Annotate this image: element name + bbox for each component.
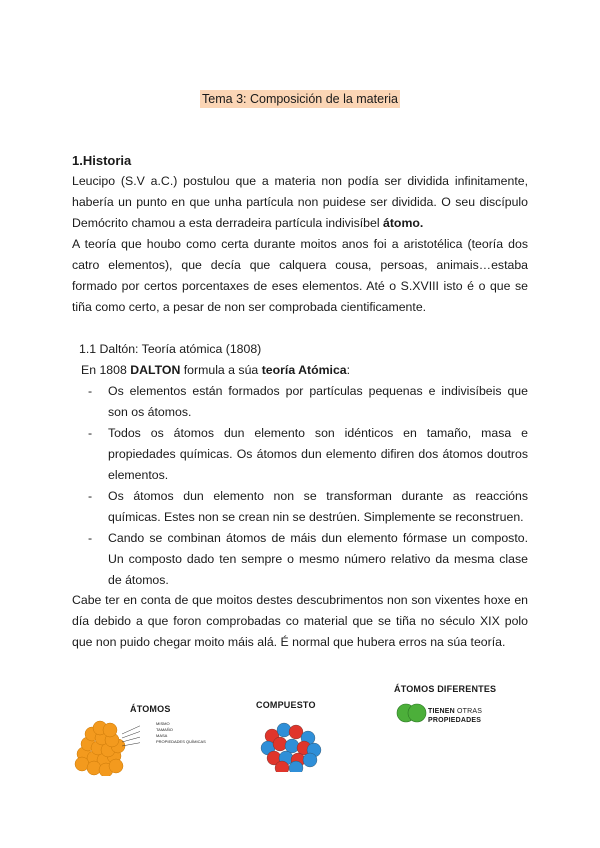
page-title: Tema 3: Composición de la materia	[202, 92, 398, 106]
atoms-annotation: MASA	[156, 733, 168, 738]
blue-atom	[285, 739, 299, 753]
list-item: - Todos os átomos dun elemento son idénticos en tamaño, masa e propiedades químicas. Os átomos dun elemento difiren dos átomos doutros elementos.	[88, 426, 528, 482]
orange-atom	[109, 759, 123, 773]
dalton-postulates-list	[88, 381, 528, 591]
atoms-annotation: MISMO	[156, 721, 170, 726]
list-item: - Os elementos están formados por partículas pequenas e indivisíbeis que son os átomos.	[88, 384, 528, 419]
figure-different-atoms	[392, 682, 512, 732]
different-atoms-label: ÁTOMOS DIFERENTES	[394, 684, 497, 694]
section-heading-historia: 1.Historia	[72, 153, 132, 168]
bold-atomo: átomo.	[383, 216, 424, 230]
atoms-annotation: PROPIEDADES QUÍMICAS	[156, 739, 206, 744]
red-atom	[273, 737, 287, 751]
green-atom	[408, 704, 426, 722]
atoms-label: ÁTOMOS	[130, 704, 171, 714]
atoms-cluster-illustration	[70, 714, 140, 776]
orange-atom	[87, 761, 101, 775]
paragraph-aristotelica: A teoría que houbo como certa durante moitos anos foi a aristotélica (teoría dos catro elementos), que decía que calquera cousa, persoas, animais…estaba formado por certos porcentaxes de eses elementos. Até o S.XVIII isto é o que se tiña como certo, a pesar de non ser comprobada cientificamente.	[72, 237, 528, 314]
paragraph-leucipo: Leucipo (S.V a.C.) postulou que a materia non podía ser dividida infinitamente, habería un punto en que unha partícula non puidese ser dividida. O seu discípulo Demócrito chamou a esta derradeira partícula indivisíbel átomo.	[72, 174, 528, 230]
dalton-intro: En 1808 DALTON formula a súa teoría Atómica:	[81, 363, 351, 377]
figure-atoms	[70, 700, 220, 775]
paragraph-conclusion: Cabe ter en conta de que moitos destes descubrimentos non son vixentes hoxe en día debido a que foron comprobadas co material que se tiña no século XIX polo que non puido chegar moito máis alá. É normal que hubera erros na súa teoría.	[72, 593, 528, 649]
list-item: - Cando se combinan átomos de máis dun elemento fórmase un composto. Un composto dado ten sempre o mesmo número relativo da mesma clase de átomos.	[88, 531, 528, 587]
compound-label: COMPUESTO	[256, 700, 316, 710]
atoms-annotation: TAMAÑO	[156, 727, 173, 732]
red-atom	[289, 725, 303, 739]
compound-molecule-illustration	[258, 718, 322, 772]
figure-compound	[252, 698, 332, 778]
blue-atom	[303, 753, 317, 767]
blue-atom	[277, 723, 291, 737]
subsection-heading-dalton: 1.1 Daltón: Teoría atómica (1808)	[79, 342, 262, 356]
different-atoms-sublabel: TIENEN OTRAS PROPIEDADES	[428, 708, 483, 724]
list-item: - Os átomos dun elemento non se transforman durante as reaccións químicas. Estes non se crean nin se destrúen. Simplemente se reconstruen.	[88, 489, 528, 524]
orange-atom	[103, 723, 117, 737]
green-atoms-illustration	[396, 702, 428, 724]
